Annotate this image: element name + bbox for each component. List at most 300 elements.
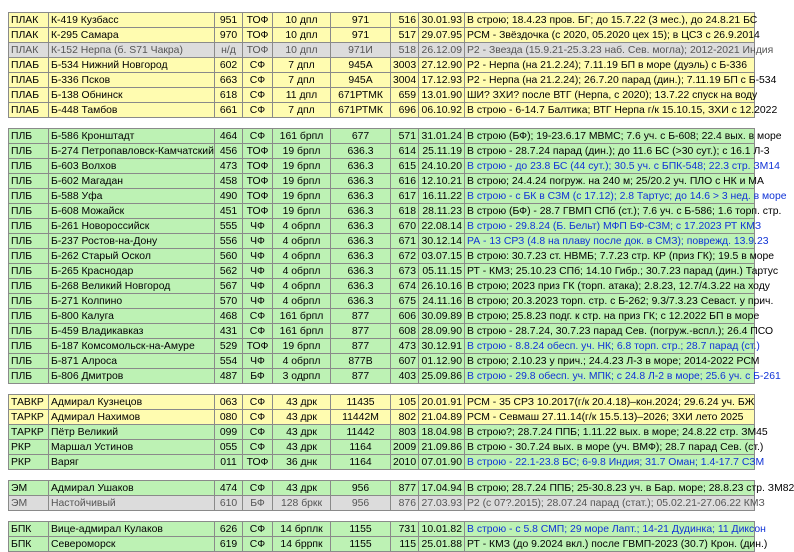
status-cell: В строю; 2023 приз ГК (торп. атака); 2.8.23, 12.7/4.3.22 на ходу [465, 279, 755, 294]
table-row [9, 537, 755, 552]
group-separator [9, 384, 755, 395]
status-cell: Р2 (с 07?.2015); 28.07.24 парад (стат.); 05.02.21-27.06.22 КМЗ [465, 496, 755, 511]
hull-number-cell: 529 [215, 339, 243, 354]
ship-name-cell: Пётр Великий [49, 425, 215, 440]
hull-number-cell: 456 [215, 144, 243, 159]
project-cell: 11435 [331, 395, 391, 410]
ship-name-cell: К-295 Самара [49, 28, 215, 43]
commission-date-cell: 01.12.90 [419, 354, 465, 369]
class-cell: ПЛБ [9, 369, 49, 384]
hull-number-cell: 487 [215, 369, 243, 384]
fleet-cell: СФ [243, 395, 273, 410]
project-cell: 945А [331, 73, 391, 88]
fleet-cell: СФ [243, 410, 273, 425]
status-cell: В строю - 30.7.24 вых. в море (уч. ВМФ); 28.7 парад Сев. (ст.) [465, 440, 755, 455]
table-row [9, 324, 755, 339]
hull-number-cell: 556 [215, 234, 243, 249]
project-cell: 877В [331, 354, 391, 369]
fleet-cell: СФ [243, 425, 273, 440]
status-cell: РТ - КМЗ (до 9.2024 вкл.) после ГВМП-2023 (30.7) Крон. (дин.) [465, 537, 755, 552]
unit-cell: 128 бркк [273, 496, 331, 511]
unit-cell: 19 брпл [273, 204, 331, 219]
table-row [9, 354, 755, 369]
class-cell: БПК [9, 537, 49, 552]
unit-cell: 11 дпл [273, 88, 331, 103]
unit-cell: 4 обрпл [273, 294, 331, 309]
class-cell: ЭМ [9, 496, 49, 511]
fleet-cell: ТОФ [243, 339, 273, 354]
fleet-cell: БФ [243, 369, 273, 384]
commission-date-cell: 13.01.90 [419, 88, 465, 103]
status-cell: Р2 - Нерпа (на 21.2.24); 26.7.20 парад (дин.); 7.11.19 БП с Б-534 [465, 73, 755, 88]
hull-number-cell: 626 [215, 522, 243, 537]
yard-number-cell: 3004 [391, 73, 419, 88]
unit-cell: 43 дрк [273, 440, 331, 455]
ship-name-cell: Адмирал Кузнецов [49, 395, 215, 410]
class-cell: РКР [9, 440, 49, 455]
commission-date-cell: 12.10.21 [419, 174, 465, 189]
ship-name-cell: Б-237 Ростов-на-Дону [49, 234, 215, 249]
hull-number-cell: 570 [215, 294, 243, 309]
status-cell: В строю - до 23.8 БС (44 сут.); 30.5 уч. с БПК-548; 22.3 стр. ЗМ14 [465, 159, 755, 174]
table-row [9, 339, 755, 354]
hull-number-cell: 970 [215, 28, 243, 43]
class-cell: ПЛБ [9, 159, 49, 174]
commission-date-cell: 06.10.92 [419, 103, 465, 118]
commission-date-cell: 10.01.82 [419, 522, 465, 537]
class-cell: ПЛБ [9, 309, 49, 324]
project-cell: 636.3 [331, 144, 391, 159]
fleet-status-table [8, 12, 794, 552]
status-cell: В строю: 30.7.23 ст. НВМБ; 7.7.23 стр. КР (приз ГК); 19.5 в море [465, 249, 755, 264]
fleet-cell: ТОФ [243, 144, 273, 159]
unit-cell: 19 брпл [273, 174, 331, 189]
status-cell: РСМ - 35 СРЗ 10.2017(г/к 20.4.18)–кон.2024; 29.6.24 уч. БЖ [465, 395, 755, 410]
yard-number-cell: 671 [391, 234, 419, 249]
ship-name-cell: Б-262 Старый Оскол [49, 249, 215, 264]
ship-name-cell: Настойчивый [49, 496, 215, 511]
commission-date-cell: 29.07.95 [419, 28, 465, 43]
fleet-cell: ЧФ [243, 264, 273, 279]
table-row [9, 369, 755, 384]
unit-cell: 43 дрк [273, 395, 331, 410]
hull-number-cell: 562 [215, 264, 243, 279]
yard-number-cell: 670 [391, 219, 419, 234]
project-cell: 636.3 [331, 294, 391, 309]
ship-name-cell: Б-459 Владикавказ [49, 324, 215, 339]
project-cell: 636.3 [331, 264, 391, 279]
project-cell: 956 [331, 496, 391, 511]
table-row [9, 481, 755, 496]
unit-cell: 14 бррпк [273, 537, 331, 552]
status-cell: Р2 - Нерпа (на 21.2.24); 7.11.19 БП в море (дуэль) с Б-336 [465, 58, 755, 73]
fleet-cell: СФ [243, 537, 273, 552]
table-row [9, 43, 755, 58]
fleet-cell: СФ [243, 309, 273, 324]
fleet-cell: СФ [243, 522, 273, 537]
project-cell: 1164 [331, 440, 391, 455]
fleet-cell: ТОФ [243, 13, 273, 28]
unit-cell: 161 брпл [273, 324, 331, 339]
ship-name-cell: Вице-адмирал Кулаков [49, 522, 215, 537]
unit-cell: 36 днк [273, 455, 331, 470]
status-cell: В строю - 28.7.24, 30.7.23 парад Сев. (погруж.-вспл.); 26.4 ПСО [465, 324, 755, 339]
project-cell: 877 [331, 324, 391, 339]
yard-number-cell: 672 [391, 249, 419, 264]
commission-date-cell: 21.04.89 [419, 410, 465, 425]
hull-number-cell: 490 [215, 189, 243, 204]
commission-date-cell: 28.11.23 [419, 204, 465, 219]
ship-name-cell: Адмирал Ушаков [49, 481, 215, 496]
ship-name-cell: Б-187 Комсомольск-на-Амуре [49, 339, 215, 354]
yard-number-cell: 105 [391, 395, 419, 410]
hull-number-cell: 468 [215, 309, 243, 324]
group-separator [9, 118, 755, 129]
project-cell: 877 [331, 339, 391, 354]
hull-number-cell: 661 [215, 103, 243, 118]
fleet-cell: ТОФ [243, 159, 273, 174]
fleet-cell: СФ [243, 73, 273, 88]
table-row [9, 174, 755, 189]
class-cell: ПЛБ [9, 129, 49, 144]
commission-date-cell: 26.10.16 [419, 279, 465, 294]
yard-number-cell: 403 [391, 369, 419, 384]
yard-number-cell: 2009 [391, 440, 419, 455]
unit-cell: 4 обрпл [273, 354, 331, 369]
project-cell: 671РТМК [331, 103, 391, 118]
fleet-cell: СФ [243, 103, 273, 118]
ship-name-cell: Б-271 Колпино [49, 294, 215, 309]
class-cell: ПЛБ [9, 279, 49, 294]
table-row [9, 28, 755, 43]
class-cell: ПЛБ [9, 234, 49, 249]
ship-name-cell: Б-806 Дмитров [49, 369, 215, 384]
status-cell: РСМ - Севмаш 27.11.14(г/к 15.5.13)–2026; ЗХИ лето 2025 [465, 410, 755, 425]
fleet-cell: ТОФ [243, 174, 273, 189]
ship-name-cell: Б-336 Псков [49, 73, 215, 88]
table-row [9, 496, 755, 511]
yard-number-cell: 675 [391, 294, 419, 309]
project-cell: 1155 [331, 522, 391, 537]
unit-cell: 19 брпл [273, 144, 331, 159]
fleet-table-container [8, 12, 794, 552]
fleet-cell: ТОФ [243, 455, 273, 470]
commission-date-cell: 24.10.20 [419, 159, 465, 174]
hull-number-cell: 451 [215, 204, 243, 219]
hull-number-cell: 619 [215, 537, 243, 552]
yard-number-cell: 517 [391, 28, 419, 43]
ship-name-cell: Б-274 Петропавловск-Камчатский [49, 144, 215, 159]
table-row [9, 279, 755, 294]
hull-number-cell: 560 [215, 249, 243, 264]
unit-cell: 4 обрпл [273, 249, 331, 264]
project-cell: 677 [331, 129, 391, 144]
project-cell: 636.3 [331, 204, 391, 219]
yard-number-cell: 803 [391, 425, 419, 440]
fleet-cell: БФ [243, 496, 273, 511]
table-row [9, 219, 755, 234]
status-cell: В строю; 25.8.23 подг. к стр. на приз ГК; с 12.2022 БП в море [465, 309, 755, 324]
status-cell: В строю - 8.8.24 обесп. уч. НК; 6.8 торп. стр.; 28.7 парад (ст.) [465, 339, 755, 354]
class-cell: ПЛАБ [9, 73, 49, 88]
ship-name-cell: Б-586 Кронштадт [49, 129, 215, 144]
unit-cell: 19 брпл [273, 159, 331, 174]
status-cell: В строю; 28.7.24 ППБ; 25-30.8.23 уч. в Бар. море; 28.8.23 стр. ЗМ82 [465, 481, 755, 496]
project-cell: 877 [331, 369, 391, 384]
project-cell: 1164 [331, 455, 391, 470]
ship-name-cell: Б-534 Нижний Новгород [49, 58, 215, 73]
fleet-cell: ЧФ [243, 279, 273, 294]
yard-number-cell: 518 [391, 43, 419, 58]
ship-name-cell: Варяг [49, 455, 215, 470]
group-separator [9, 470, 755, 481]
project-cell: 945А [331, 58, 391, 73]
commission-date-cell: 17.04.94 [419, 481, 465, 496]
class-cell: ПЛБ [9, 249, 49, 264]
fleet-cell: ЧФ [243, 219, 273, 234]
fleet-cell: ТОФ [243, 43, 273, 58]
ship-name-cell: Б-268 Великий Новгород [49, 279, 215, 294]
project-cell: 971 [331, 28, 391, 43]
fleet-cell: ЧФ [243, 294, 273, 309]
class-cell: ПЛБ [9, 324, 49, 339]
unit-cell: 19 брпл [273, 339, 331, 354]
yard-number-cell: 115 [391, 537, 419, 552]
hull-number-cell: 458 [215, 174, 243, 189]
unit-cell: 19 брпл [273, 189, 331, 204]
project-cell: 877 [331, 309, 391, 324]
ship-name-cell: Б-588 Уфа [49, 189, 215, 204]
fleet-cell: СФ [243, 58, 273, 73]
yard-number-cell: 674 [391, 279, 419, 294]
yard-number-cell: 876 [391, 496, 419, 511]
unit-cell: 3 одрпл [273, 369, 331, 384]
status-cell: В строю?; 28.7.24 ППБ; 1.11.22 вых. в море; 24.8.22 стр. ЗМ45 [465, 425, 755, 440]
status-cell: В строю; 20.3.2023 торп. стр. с Б-262; 9.3/7.3.23 Севаст. у прич. [465, 294, 755, 309]
class-cell: ТАРКР [9, 410, 49, 425]
class-cell: ЭМ [9, 481, 49, 496]
hull-number-cell: 602 [215, 58, 243, 73]
ship-name-cell: Б-261 Новороссийск [49, 219, 215, 234]
table-row [9, 440, 755, 455]
hull-number-cell: 464 [215, 129, 243, 144]
status-cell: В строю (БФ); 19-23.6.17 МВМС; 7.6 уч. с Б-608; 22.4 вых. в море [465, 129, 755, 144]
ship-name-cell: Североморск [49, 537, 215, 552]
hull-number-cell: 055 [215, 440, 243, 455]
status-cell: В строю; 24.4.24 погруж. на 240 м; 25/20.2 уч. ПЛО с НК и МА [465, 174, 755, 189]
fleet-cell: СФ [243, 440, 273, 455]
yard-number-cell: 614 [391, 144, 419, 159]
class-cell: ПЛБ [9, 204, 49, 219]
yard-number-cell: 571 [391, 129, 419, 144]
separator-cell [9, 470, 755, 481]
unit-cell: 4 обрпл [273, 264, 331, 279]
table-row [9, 129, 755, 144]
class-cell: ТАРКР [9, 425, 49, 440]
unit-cell: 7 дпл [273, 73, 331, 88]
class-cell: ПЛБ [9, 219, 49, 234]
ship-name-cell: Б-603 Волхов [49, 159, 215, 174]
hull-number-cell: 951 [215, 13, 243, 28]
unit-cell: 14 брплк [273, 522, 331, 537]
class-cell: ПЛБ [9, 144, 49, 159]
project-cell: 636.3 [331, 279, 391, 294]
yard-number-cell: 877 [391, 481, 419, 496]
yard-number-cell: 608 [391, 324, 419, 339]
hull-number-cell: 080 [215, 410, 243, 425]
hull-number-cell: 063 [215, 395, 243, 410]
project-cell: 11442М [331, 410, 391, 425]
unit-cell: 161 брпл [273, 129, 331, 144]
project-cell: 971И [331, 43, 391, 58]
yard-number-cell: 473 [391, 339, 419, 354]
project-cell: 636.3 [331, 249, 391, 264]
unit-cell: 43 дрк [273, 425, 331, 440]
commission-date-cell: 26.12.09 [419, 43, 465, 58]
status-cell: В строю - с 5.8 СМП; 29 море Лапт.; 14-21 Дудинка; 11 Диксон [465, 522, 755, 537]
yard-number-cell: 2010 [391, 455, 419, 470]
project-cell: 636.3 [331, 219, 391, 234]
commission-date-cell: 31.01.24 [419, 129, 465, 144]
separator-cell [9, 384, 755, 395]
table-row [9, 395, 755, 410]
unit-cell: 4 обрпл [273, 234, 331, 249]
hull-number-cell: 011 [215, 455, 243, 470]
project-cell: 971 [331, 13, 391, 28]
yard-number-cell: 615 [391, 159, 419, 174]
project-cell: 636.3 [331, 174, 391, 189]
hull-number-cell: н/д [215, 43, 243, 58]
class-cell: ПЛБ [9, 354, 49, 369]
unit-cell: 4 обрпл [273, 219, 331, 234]
commission-date-cell: 30.12.91 [419, 339, 465, 354]
hull-number-cell: 099 [215, 425, 243, 440]
hull-number-cell: 431 [215, 324, 243, 339]
project-cell: 636.3 [331, 234, 391, 249]
yard-number-cell: 659 [391, 88, 419, 103]
table-row [9, 455, 755, 470]
commission-date-cell: 25.11.19 [419, 144, 465, 159]
ship-name-cell: Маршал Устинов [49, 440, 215, 455]
table-row [9, 189, 755, 204]
group-separator [9, 511, 755, 522]
table-row [9, 249, 755, 264]
status-cell: В строю - с БК в СЗМ (с 17.12); 2.8 Тартус; до 14.6 > 3 нед. в море [465, 189, 755, 204]
table-row [9, 144, 755, 159]
status-cell: РА - 13 СРЗ (4.8 на плаву после док. в СМЗ); поврежд. 13.9.23 [465, 234, 755, 249]
status-cell: В строю - 28.7.24 парад (дин.); до 11.6 БС (>30 сут.); с 16.1 Л-3 [465, 144, 755, 159]
ship-name-cell: Б-265 Краснодар [49, 264, 215, 279]
class-cell: ПЛАБ [9, 103, 49, 118]
ship-name-cell: Б-138 Обнинск [49, 88, 215, 103]
class-cell: ПЛАК [9, 43, 49, 58]
table-row [9, 410, 755, 425]
table-row [9, 234, 755, 249]
fleet-cell: СФ [243, 88, 273, 103]
commission-date-cell: 03.07.15 [419, 249, 465, 264]
project-cell: 671РТМК [331, 88, 391, 103]
status-cell: В строю; 18.4.23 пров. БГ; до 15.7.22 (3 мес.), до 24.8.21 БС [465, 13, 755, 28]
unit-cell: 7 дпл [273, 103, 331, 118]
commission-date-cell: 24.11.16 [419, 294, 465, 309]
commission-date-cell: 07.01.90 [419, 455, 465, 470]
commission-date-cell: 30.09.89 [419, 309, 465, 324]
yard-number-cell: 673 [391, 264, 419, 279]
yard-number-cell: 516 [391, 13, 419, 28]
table-row [9, 58, 755, 73]
commission-date-cell: 25.01.88 [419, 537, 465, 552]
yard-number-cell: 617 [391, 189, 419, 204]
yard-number-cell: 731 [391, 522, 419, 537]
unit-cell: 10 дпл [273, 13, 331, 28]
unit-cell: 7 дпл [273, 58, 331, 73]
status-cell: В строю (БФ) - 28.7 ГВМП СПб (ст.); 7.6 уч. с Б-586; 1.6 торп. стр. [465, 204, 755, 219]
table-row [9, 204, 755, 219]
status-cell: РТ - КМЗ; 25.10.23 СПб; 14.10 Гибр.; 30.7.23 парад (дин.) Тартус [465, 264, 755, 279]
hull-number-cell: 473 [215, 159, 243, 174]
commission-date-cell: 25.09.86 [419, 369, 465, 384]
fleet-cell: ЧФ [243, 234, 273, 249]
commission-date-cell: 30.01.93 [419, 13, 465, 28]
unit-cell: 43 дрк [273, 481, 331, 496]
status-cell: РСМ - Звёздочка (с 2020, 05.2020 цех 15); в ЦСЗ с 26.9.2014 [465, 28, 755, 43]
class-cell: ПЛАК [9, 28, 49, 43]
class-cell: БПК [9, 522, 49, 537]
status-cell: В строю - 29.8.24 (Б. Бельт) МФП БФ-СЗМ; с 17.2023 РТ КМЗ [465, 219, 755, 234]
ship-name-cell: Б-448 Тамбов [49, 103, 215, 118]
yard-number-cell: 616 [391, 174, 419, 189]
class-cell: ПЛБ [9, 294, 49, 309]
table-row [9, 522, 755, 537]
ship-name-cell: К-419 Кузбасс [49, 13, 215, 28]
commission-date-cell: 17.12.93 [419, 73, 465, 88]
table-row [9, 309, 755, 324]
commission-date-cell: 30.12.14 [419, 234, 465, 249]
commission-date-cell: 16.11.22 [419, 189, 465, 204]
separator-cell [9, 118, 755, 129]
hull-number-cell: 567 [215, 279, 243, 294]
hull-number-cell: 474 [215, 481, 243, 496]
fleet-cell: ТОФ [243, 28, 273, 43]
class-cell: ТАВКР [9, 395, 49, 410]
fleet-cell: СФ [243, 129, 273, 144]
unit-cell: 161 брпл [273, 309, 331, 324]
table-row [9, 264, 755, 279]
hull-number-cell: 663 [215, 73, 243, 88]
fleet-cell: ТОФ [243, 189, 273, 204]
commission-date-cell: 05.11.15 [419, 264, 465, 279]
yard-number-cell: 606 [391, 309, 419, 324]
yard-number-cell: 802 [391, 410, 419, 425]
class-cell: ПЛАК [9, 13, 49, 28]
class-cell: ПЛБ [9, 264, 49, 279]
status-cell: В строю - 6-14.7 Балтика; ВТГ Нерпа г/к 15.10.15, ЗХИ с 12.2022 [465, 103, 755, 118]
table-row [9, 103, 755, 118]
class-cell: РКР [9, 455, 49, 470]
hull-number-cell: 554 [215, 354, 243, 369]
hull-number-cell: 610 [215, 496, 243, 511]
fleet-cell: ТОФ [243, 204, 273, 219]
commission-date-cell: 18.04.98 [419, 425, 465, 440]
fleet-cell: ЧФ [243, 354, 273, 369]
commission-date-cell: 27.12.90 [419, 58, 465, 73]
yard-number-cell: 3003 [391, 58, 419, 73]
hull-number-cell: 555 [215, 219, 243, 234]
status-cell: ШИ? ЗХИ? после ВТГ (Нерпа, с 2020); 13.7.22 спуск на воду [465, 88, 755, 103]
status-cell: В строю - 22.1-23.8 БС; 6-9.8 Индия; 31.7 Оман; 1.4-17.7 СЗМ [465, 455, 755, 470]
unit-cell: 10 дпл [273, 28, 331, 43]
table-row [9, 13, 755, 28]
